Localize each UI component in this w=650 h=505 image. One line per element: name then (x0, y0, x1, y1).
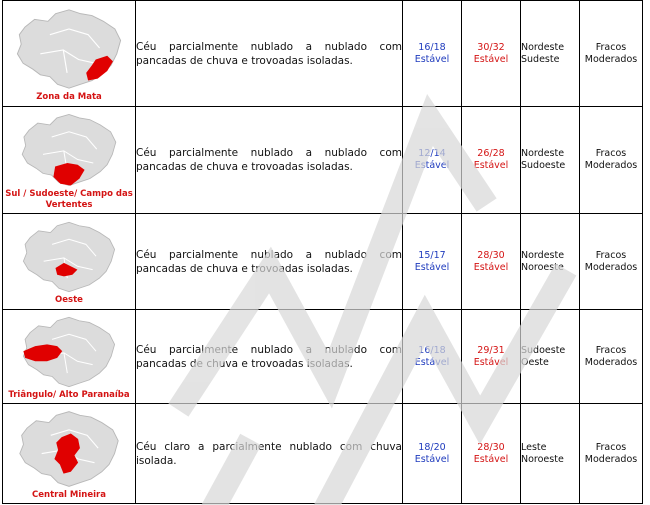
forecast-description: Céu parcialmente nublado a nublado com pancadas de chuva e trovoadas isoladas. (136, 1, 403, 107)
max-temperature-trend: Estável (473, 356, 509, 368)
max-temperature-trend: Estável (473, 53, 509, 65)
region-map-cell (3, 1, 136, 107)
min-temperature-cell (403, 404, 462, 504)
wind-direction: Nordeste (521, 249, 565, 261)
min-temperature: 16/18 (418, 344, 446, 356)
max-temperature-trend: Estável (473, 261, 509, 273)
wind-direction: Leste (521, 441, 547, 453)
wind-intensity: Moderados (584, 160, 638, 171)
min-temperature-cell (403, 214, 462, 310)
wind-direction: Noroeste (521, 261, 564, 273)
max-temperature: 28/30 (477, 441, 505, 453)
table-row (3, 310, 643, 404)
region-name: Zona da Mata (36, 92, 102, 102)
min-temperature-cell (403, 107, 462, 214)
wind-direction-cell (521, 107, 580, 214)
min-temperature-trend: Estável (414, 160, 450, 171)
min-temperature-cell (403, 310, 462, 404)
state-map-sul-sudoeste-icon (10, 111, 128, 189)
min-temperature: 12/14 (418, 148, 446, 159)
wind-intensity: Moderados (584, 453, 638, 465)
max-temperature-cell (462, 107, 521, 214)
wind-direction-cell (521, 310, 580, 404)
max-temperature-trend: Estável (473, 160, 509, 171)
forecast-description: Céu claro a parcialmente nublado com chuva isolada. (136, 404, 403, 504)
forecast-table (2, 0, 643, 504)
region-map-cell (3, 404, 136, 504)
wind-intensity: Fracos (595, 344, 627, 356)
wind-intensity-cell (580, 310, 643, 404)
wind-intensity: Moderados (584, 261, 638, 273)
wind-intensity: Moderados (584, 53, 638, 65)
wind-direction: Sudeste (521, 53, 560, 65)
wind-intensity-cell (580, 404, 643, 504)
wind-intensity: Fracos (595, 41, 627, 53)
wind-direction: Sudoeste (521, 344, 566, 356)
wind-intensity-cell (580, 1, 643, 107)
max-temperature: 29/31 (477, 344, 505, 356)
region-name: Triângulo/ Alto Paranaíba (8, 390, 130, 400)
min-temperature: 16/18 (418, 41, 446, 53)
region-name: Central Mineira (32, 490, 106, 500)
min-temperature-trend: Estável (414, 356, 450, 368)
region-name: Sul / Sudoeste/ Campo das Vertentes (5, 189, 133, 210)
max-temperature: 26/28 (477, 148, 505, 159)
wind-direction: Oeste (521, 356, 549, 368)
wind-direction-cell (521, 1, 580, 107)
wind-direction: Nordeste (521, 41, 565, 53)
min-temperature: 18/20 (418, 441, 446, 453)
table-row (3, 404, 643, 504)
forecast-description: Céu parcialmente nublado a nublado com pancadas de chuva e trovoadas isoladas. (136, 310, 403, 404)
wind-intensity: Fracos (595, 441, 627, 453)
region-map-cell (3, 107, 136, 214)
state-map-central-mineira-icon (10, 408, 128, 490)
forecast-description: Céu parcialmente nublado a nublado com pancadas de chuva e trovoadas isoladas. (136, 214, 403, 310)
max-temperature: 30/32 (477, 41, 505, 53)
wind-direction-cell (521, 214, 580, 310)
min-temperature-trend: Estável (414, 453, 450, 465)
wind-intensity: Fracos (595, 148, 627, 159)
table-row (3, 107, 643, 214)
forecast-description: Céu parcialmente nublado a nublado com pancadas de chuva e trovoadas isoladas. (136, 107, 403, 214)
wind-direction: Nordeste (521, 148, 565, 159)
min-temperature-trend: Estável (414, 261, 450, 273)
max-temperature-cell (462, 1, 521, 107)
wind-intensity-cell (580, 214, 643, 310)
wind-direction: Noroeste (521, 453, 564, 465)
min-temperature: 15/17 (418, 249, 446, 261)
max-temperature: 28/30 (477, 249, 505, 261)
min-temperature-cell (403, 1, 462, 107)
wind-direction-cell (521, 404, 580, 504)
region-map-cell (3, 214, 136, 310)
table-row (3, 1, 643, 107)
max-temperature-trend: Estável (473, 453, 509, 465)
region-name: Oeste (55, 295, 83, 305)
state-map-oeste-icon (10, 219, 128, 295)
wind-intensity-cell (580, 107, 643, 214)
wind-direction: Sudoeste (521, 160, 566, 171)
state-map-zona-da-mata-icon (10, 6, 128, 92)
region-map-cell (3, 310, 136, 404)
max-temperature-cell (462, 310, 521, 404)
min-temperature-trend: Estável (414, 53, 450, 65)
max-temperature-cell (462, 214, 521, 310)
state-map-triangulo-icon (10, 314, 128, 390)
wind-intensity: Moderados (584, 356, 638, 368)
wind-intensity: Fracos (595, 249, 627, 261)
table-row (3, 214, 643, 310)
max-temperature-cell (462, 404, 521, 504)
